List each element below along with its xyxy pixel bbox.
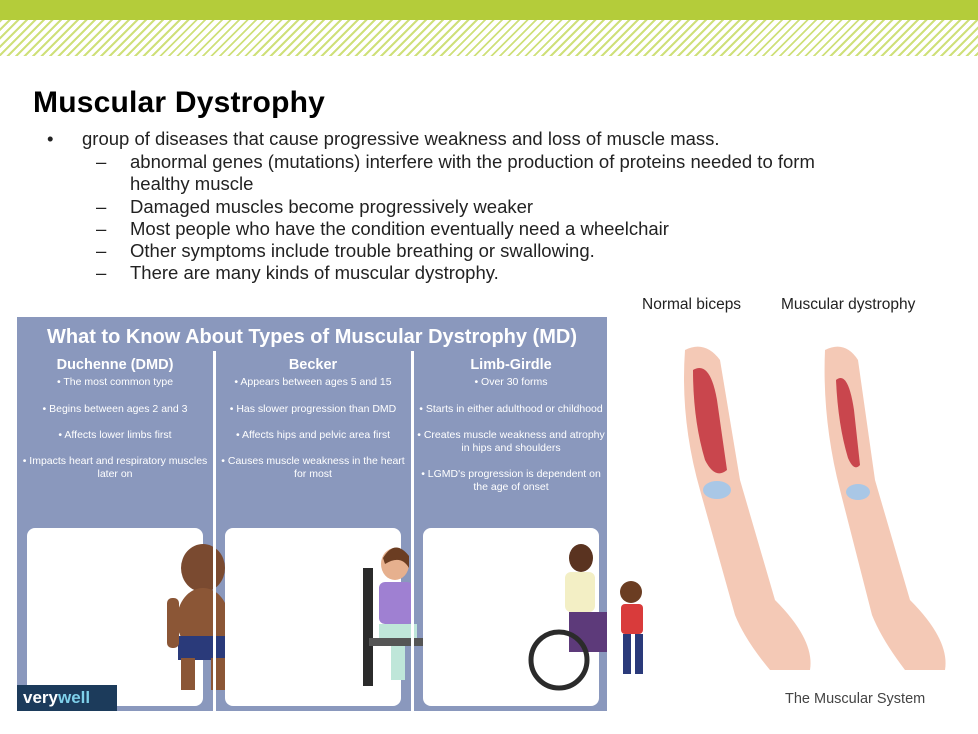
- fact-text: • Impacts heart and respiratory muscles later on: [22, 455, 208, 480]
- slide-title: Muscular Dystrophy: [33, 86, 325, 119]
- fact-text: • Over 30 forms: [474, 376, 548, 388]
- column-becker: [215, 351, 411, 711]
- muscular-dystrophy-label: Muscular dystrophy: [781, 296, 916, 313]
- column-limb-girdle: [413, 351, 609, 711]
- header-bar: [0, 0, 978, 20]
- fact-text: • Creates muscle weakness and atrophy in hips and shoulders: [417, 429, 605, 454]
- sub-bullet-text: Damaged muscles become progressively weaker: [130, 196, 534, 217]
- header-hatch-pattern: [0, 20, 978, 56]
- fact-text: • Causes muscle weakness in the heart for most: [221, 455, 405, 480]
- verywell-logo: [17, 685, 117, 711]
- dystrophy-arm-illustration: [810, 340, 970, 680]
- sub-bullet-mark: –: [96, 151, 107, 172]
- fact-text: • The most common type: [56, 376, 174, 388]
- sub-bullet-text: Most people who have the condition eventually need a wheelchair: [130, 218, 669, 239]
- wheelchair-family-illustration: [423, 528, 599, 706]
- logo-text-very: very: [23, 688, 58, 707]
- bullet-mark: •: [47, 128, 54, 149]
- bullet-main-text: group of diseases that cause progressive weakness and loss of muscle mass.: [82, 128, 720, 149]
- fact-text: • Affects hips and pelvic area first: [235, 429, 391, 441]
- fact-text: • Begins between ages 2 and 3: [42, 403, 188, 415]
- sub-bullet-mark: –: [96, 240, 107, 261]
- fact-text: • Appears between ages 5 and 15: [234, 376, 392, 388]
- sub-bullet-text: There are many kinds of muscular dystrophy.: [130, 262, 499, 283]
- column-heading: Becker: [288, 357, 338, 373]
- md-types-infographic: [17, 317, 607, 711]
- infographic-title: What to Know About Types of Muscular Dystrophy (MD): [47, 326, 577, 348]
- column-heading: Duchenne (DMD): [56, 357, 174, 373]
- column-duchenne: [17, 351, 213, 711]
- sub-bullet-mark: –: [96, 218, 107, 239]
- fact-text: • Affects lower limbs first: [58, 429, 172, 441]
- figure-caption: The Muscular System: [785, 691, 926, 707]
- sub-bullet-text: abnormal genes (mutations) interfere with the production of proteins needed to form healthy muscle: [130, 151, 815, 194]
- fact-text: • LGMD's progression is dependent on the age of onset: [421, 468, 601, 493]
- sub-bullet-text: Other symptoms include trouble breathing or swallowing.: [130, 240, 595, 261]
- normal-biceps-label: Normal biceps: [642, 296, 742, 313]
- column-heading: Limb-Girdle: [470, 357, 552, 373]
- fact-text: • Starts in either adulthood or childhood: [419, 403, 603, 415]
- sub-bullet-mark: –: [96, 262, 107, 283]
- sub-bullet-mark: –: [96, 196, 107, 217]
- boy-illustration: [27, 528, 203, 706]
- wheelchair-woman-illustration: [225, 528, 401, 706]
- logo-text-well: well: [57, 688, 91, 707]
- fact-text: • Has slower progression than DMD: [229, 403, 397, 415]
